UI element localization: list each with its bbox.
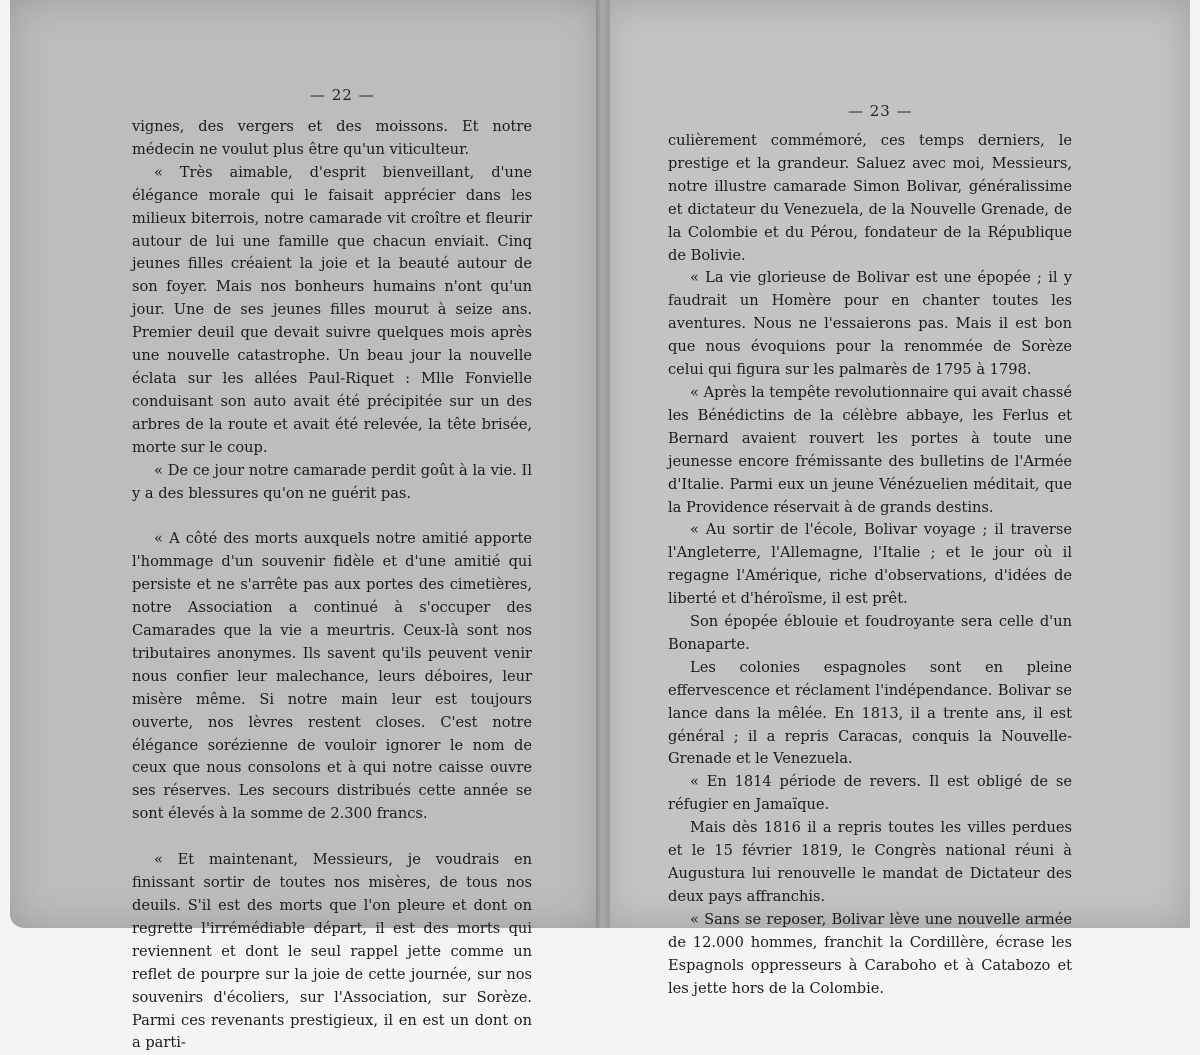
right-page-text <box>668 130 1072 1000</box>
paragraph: « Et maintenant, Messieurs, je voudrais en finissant sortir de toutes nos misères, de tous nos deuils. S'il est des morts que l'on pleure et dont on regrette l'irrémédiable départ, il est des morts qui reviennent et dont le seul rappel jette comme un reflet de pourpre sur la joie de cette journée, sur nos souvenirs d'écoliers, sur l'Association, sur Sorèze. Parmi ces revenants prestigieux, il en est un dont on a parti- <box>132 851 532 1052</box>
paragraph: « Très aimable, d'esprit bienveillant, d'une élégance morale qui le faisait apprécier dans les milieux biterrois, notre camarade vit croître et fleurir autour de lui une famille que chacun enviait. Cinq jeunes filles créaient la joie et la beauté autour de son foyer. Mais nos bonheurs humains n'ont qu'un jour. Une de ses jeunes filles mourut à seize ans. Premier deuil que devait suivre quelques mois après une nouvelle catastrophe. Un beau jour la nouvelle éclata sur les allées Paul-Riquet : Mlle Fonvielle conduisant son auto avait été précipitée sur un des arbres de la route et avait été relevée, la tête brisée, morte sur le coup. <box>132 163 532 456</box>
paragraph: vignes, des vergers et des moissons. Et notre médecin ne voulut plus être qu'un viticulteur. <box>132 118 532 158</box>
paragraph: Mais dès 1816 il a repris toutes les villes perdues et le 15 février 1819, le Congrès national réuni à Augustura lui renouvelle le mandat de Dictateur des deux pays affranchis. <box>668 819 1072 905</box>
left-page-number: — 22 — <box>310 86 375 104</box>
paragraph: Les colonies espagnoles sont en pleine effervescence et réclament l'indépendance. Bolivar se lance dans la mêlée. En 1813, il a trente ans, il est général ; il a repris Caracas, conquis la Nouvelle-Grenade et le Venezuela. <box>668 658 1072 768</box>
paragraph: « Au sortir de l'école, Bolivar voyage ; il traverse l'Angleterre, l'Allemagne, l'Italie ; et le jour où il regagne l'Amérique, riche d'observations, d'idées de liberté et d'héroïsme, il est prêt. <box>668 521 1072 608</box>
left-page-text <box>132 116 532 1055</box>
paragraph-gap <box>132 826 532 849</box>
right-page <box>600 0 1190 997</box>
paragraph-gap <box>132 505 532 528</box>
paragraph: « La vie glorieuse de Bolivar est une épopée ; il y faudrait un Homère pour en chanter toutes les aventures. Nous ne l'essaierons pas. Mais il est bon que nous évoquions pour la renommée de Sorèze celui qui figura sur les palmarès de 1795 à 1798. <box>668 269 1072 379</box>
paragraph: « Sans se reposer, Bolivar lève une nouvelle armée de 12.000 hommes, franchit la Cordillère, écrase les Espagnols oppresseurs à Caraboho et à Catabozo et les jette hors de la Colombie. <box>668 910 1072 997</box>
right-page-number: — 23 — <box>848 102 913 120</box>
left-page <box>10 0 600 1052</box>
paragraph: « De ce jour notre camarade perdit goût à la vie. Il y a des blessures qu'on ne guérit pas. <box>132 461 532 502</box>
paragraph: Son épopée éblouie et foudroyante sera celle d'un Bonaparte. <box>668 613 1072 653</box>
paragraph: « En 1814 période de revers. Il est obligé de se réfugier en Jamaïque. <box>668 773 1072 814</box>
paragraph: culièrement commémoré, ces temps derniers, le prestige et la grandeur. Saluez avec moi, Messieurs, notre illustre camarade Simon Bolivar, généralissime et dictateur du Venezuela, de la Nouvelle Grenade, de la Colombie et du Pérou, fondateur de la République de Bolivie. <box>668 132 1072 264</box>
paragraph: « A côté des morts auxquels notre amitié apporte l'hommage d'un souvenir fidèle et d'une amitié qui persiste et ne s'arrête pas aux portes des cimetières, notre Association a continué à s'occuper des Camarades que la vie a meurtris. Ceux-là sont nos tributaires anonymes. Ils savent qu'ils peuvent venir nous confier leur malechance, leurs déboires, leur misère même. Si notre main leur est toujours ouverte, nos lèvres restent closes. C'est notre élégance sorézienne de vouloir ignorer le nom de ceux que nous consolons et à qui notre caisse ouvre ses réserves. Les secours distribués cette année se sont élevés à la somme de 2.300 francs. <box>132 530 532 823</box>
book-gutter <box>596 0 610 928</box>
paragraph: « Après la tempête revolutionnaire qui avait chassé les Bénédictins de la célèbre abbaye, les Ferlus et Bernard avaient rouvert les portes à toute une jeunesse encore frémissante des bulletins de l'Armée d'Italie. Parmi eux un jeune Vénézuelien méditait, que la Providence réservait à de grands destins. <box>668 383 1072 516</box>
